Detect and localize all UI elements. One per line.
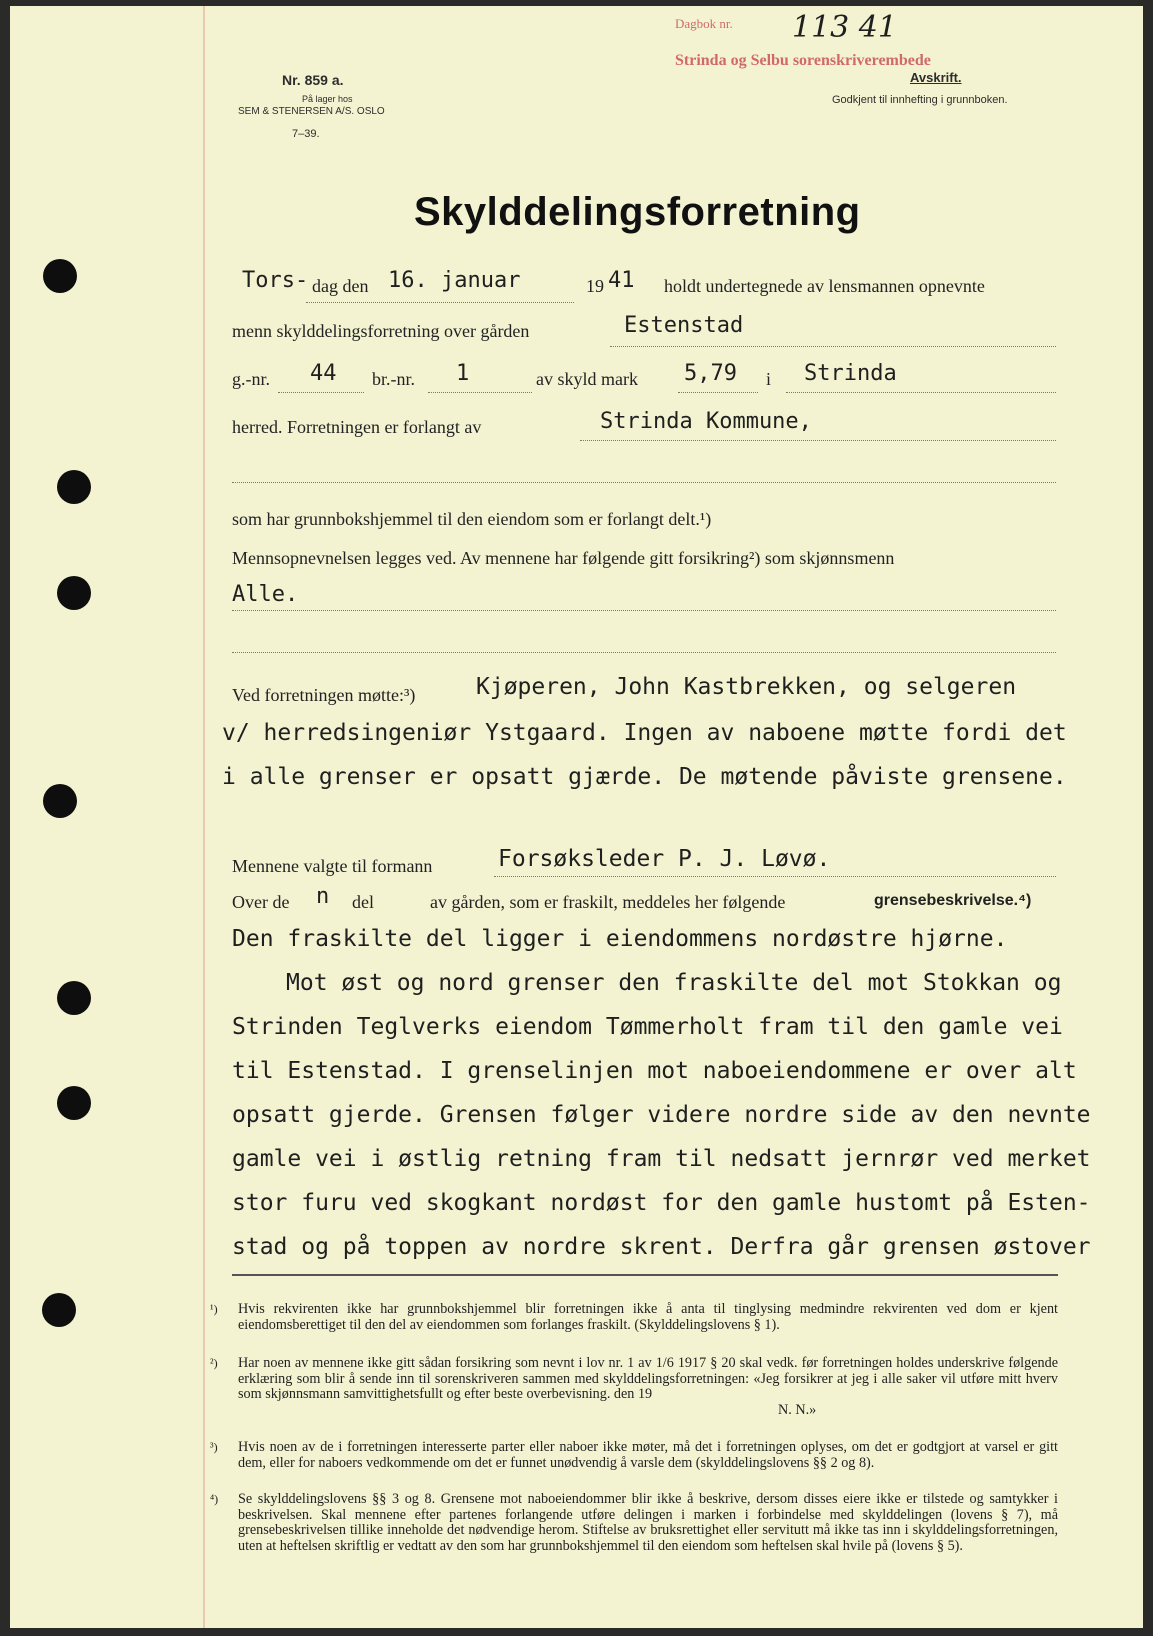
bnr-field-line (428, 392, 532, 393)
footnote-signature: N. N.» (778, 1401, 817, 1418)
blank-field-line (232, 482, 1056, 483)
year-prefix: 19 (586, 276, 604, 296)
footnote-number: ³) (210, 1440, 218, 1454)
description-line: Mot øst og nord grenser den fraskilte del mot Stokkan og (286, 970, 1062, 996)
description-line: gamle vei i østlig retning fram til nedsatt jernrør ved merket (232, 1146, 1091, 1172)
description-line: stor furu ved skogkant nordøst for den gamle hustomt på Esten- (232, 1190, 1091, 1216)
gnr-label: g.-nr. (232, 369, 270, 389)
over-label: Over de (232, 892, 290, 912)
herred-label: herred. Forretningen er forlangt av (232, 417, 482, 437)
page-title: Skylddelingsforretning (414, 190, 861, 234)
description-line: opsatt gjerde. Grensen følger videre nordre side av den nevnte (232, 1102, 1091, 1128)
mote-handwritten-2: v/ herredsingeniør Ystgaard. Ingen av naboene møtte fordi det (222, 720, 1067, 746)
mote-label: Ved forretningen møtte:³) (232, 685, 416, 705)
farm-handwritten: Estenstad (624, 313, 744, 338)
form-number: Nr. 859 a. (282, 72, 344, 88)
document-page (10, 6, 1143, 1628)
alle-field-line (232, 610, 1056, 611)
footnote-1 (210, 1301, 1058, 1333)
footnote-number: ²) (210, 1356, 218, 1370)
publisher-line1: På lager hos (302, 94, 353, 104)
blank-field-line (232, 652, 1056, 653)
formann-handwritten: Forsøksleder P. J. Løvø. (498, 846, 831, 872)
footnote-number: ⁴) (210, 1492, 219, 1506)
footnote-number: ¹) (210, 1302, 218, 1316)
publisher-line2: SEM & STENERSEN A/S. OSLO (238, 106, 385, 117)
binder-hole (57, 576, 91, 610)
requester-field-line (580, 440, 1056, 441)
day-handwritten: Tors- (242, 268, 309, 293)
mote-handwritten-1: Kjøperen, John Kastbrekken, og selgeren (476, 674, 1017, 700)
line1-suffix: holdt undertegnede av lensmannen opnevnte (664, 276, 985, 296)
footnote-4 (210, 1491, 1058, 1554)
description-line: Den fraskilte del ligger i eiendommens nordøstre hjørne. (232, 926, 1008, 952)
bnr-handwritten: 1 (456, 361, 470, 386)
binder-hole (43, 259, 77, 293)
formann-label: Mennene valgte til formann (232, 856, 433, 876)
bnr-label: br.-nr. (372, 369, 415, 389)
grunnbok-line: som har grunnbokshjemmel til den eiendom som er forlangt delt.¹) (232, 509, 712, 529)
binder-hole (57, 981, 91, 1015)
footnote-text: Se skylddelingslovens §§ 3 og 8. Grensene mot naboeiendommer blir ikke å beskrive, dersom disses eiere ikke er tilstede og samtykker i beskrivelsen. Skal mennene efter partenes forlangende utføre delingen i marken i forbindelse med skylddelingen (lovens § 7), må grensebeskrivelsen tillike inneholde det nødvendige herom. Stiftelse av bruksrettighet eller servitutt må ikke tas inn i skylddelingsforretningen, uten at heftelsen skriftlig er vedtatt av den som har grunnbokshjemmel til den eiendom som heftelsen skal hvile på (lovens § 5). (238, 1491, 1058, 1554)
farm-label: menn skylddelingsforretning over gården (232, 321, 530, 341)
date-code: 7–39. (292, 128, 320, 140)
description-line: til Estenstad. I grenselinjen mot naboeiendommene er over alt (232, 1058, 1077, 1084)
margin-line (203, 6, 205, 1628)
godkjent-label: Godkjent til innhefting i grunnboken. (832, 94, 1008, 106)
year-handwritten: 41 (608, 268, 635, 293)
stamp-dagbok: Dagbok nr. (675, 16, 733, 31)
municipality-field-line (786, 392, 1056, 393)
skyld-handwritten: 5,79 (684, 361, 737, 386)
avskrift-label: Avskrift. (910, 70, 962, 85)
skyld-field-line (678, 392, 758, 393)
date-handwritten: 16. januar (388, 268, 521, 293)
date-field-line (306, 302, 574, 303)
gardens-label: av gården, som er fraskilt, meddeles her følgende (430, 892, 786, 912)
grense-label: grensebeskrivelse.⁴) (874, 892, 1032, 909)
stamp-handwritten-number: 113 41 (792, 10, 897, 45)
footnote-2 (210, 1355, 1058, 1418)
binder-hole (57, 470, 91, 504)
menn-line: Mennsopnevnelsen legges ved. Av mennene har følgende gitt forsikring²) som skjønnsmenn (232, 548, 895, 568)
footnote-text: Hvis rekvirenten ikke har grunnbokshjemmel blir forretningen ikke å anta til tinglysing medmindre rekvirenten ved dom er kjent eiendomsberettiget til den del av eiendommen som forlanges fraskilt. (Skylddelingslovens § 1). (238, 1301, 1058, 1333)
alle-handwritten: Alle. (232, 582, 299, 607)
formann-field-line (494, 876, 1056, 877)
mote-handwritten-3: i alle grenser er opsatt gjærde. De møtende påviste grensene. (222, 764, 1067, 790)
i-label: i (766, 369, 772, 389)
requester-handwritten: Strinda Kommune, (600, 409, 812, 434)
gnr-field-line (278, 392, 364, 393)
over-handwritten: n (316, 884, 330, 909)
municipality-handwritten: Strinda (804, 361, 897, 386)
description-line: Strinden Teglverks eiendom Tømmerholt fram til den gamle vei (232, 1014, 1063, 1040)
del-label: del (352, 892, 374, 912)
stamp-office: Strinda og Selbu sorenskriverembede (675, 52, 931, 69)
farm-field-line (610, 346, 1056, 347)
gnr-handwritten: 44 (310, 361, 337, 386)
binder-hole (43, 784, 77, 818)
binder-hole (42, 1293, 76, 1327)
skyld-label: av skyld mark (536, 369, 638, 389)
footnote-text: Har noen av mennene ikke gitt sådan forsikring som nevnt i lov nr. 1 av 1/6 1917 § 20 skal vedk. før forretningen holdes underskrive følgende erklæring som blir å sende inn til sorenskriveren sammen med skylddelingsforretningen: «Jeg forsikrer at jeg i alle saker vil utføre mitt hverv som skjønnsmann samvittighetsfullt og efter beste overbevisning. den 19 (238, 1355, 1058, 1402)
binder-hole (57, 1086, 91, 1120)
description-line: stad og på toppen av nordre skrent. Derfra går grensen østover (232, 1234, 1091, 1260)
day-label: dag den (312, 276, 369, 296)
footnote-3 (210, 1439, 1058, 1471)
footnote-text: Hvis noen av de i forretningen interesserte parter eller naboer ikke møter, må det i forretningen oplyses, om det er godtgjort at varsel er gitt dem, eller for naboers vedkommende om det er funnet unødvendig å varsle dem (skylddelingslovens §§ 2 og 8). (238, 1439, 1058, 1471)
footnote-divider (232, 1274, 1058, 1276)
